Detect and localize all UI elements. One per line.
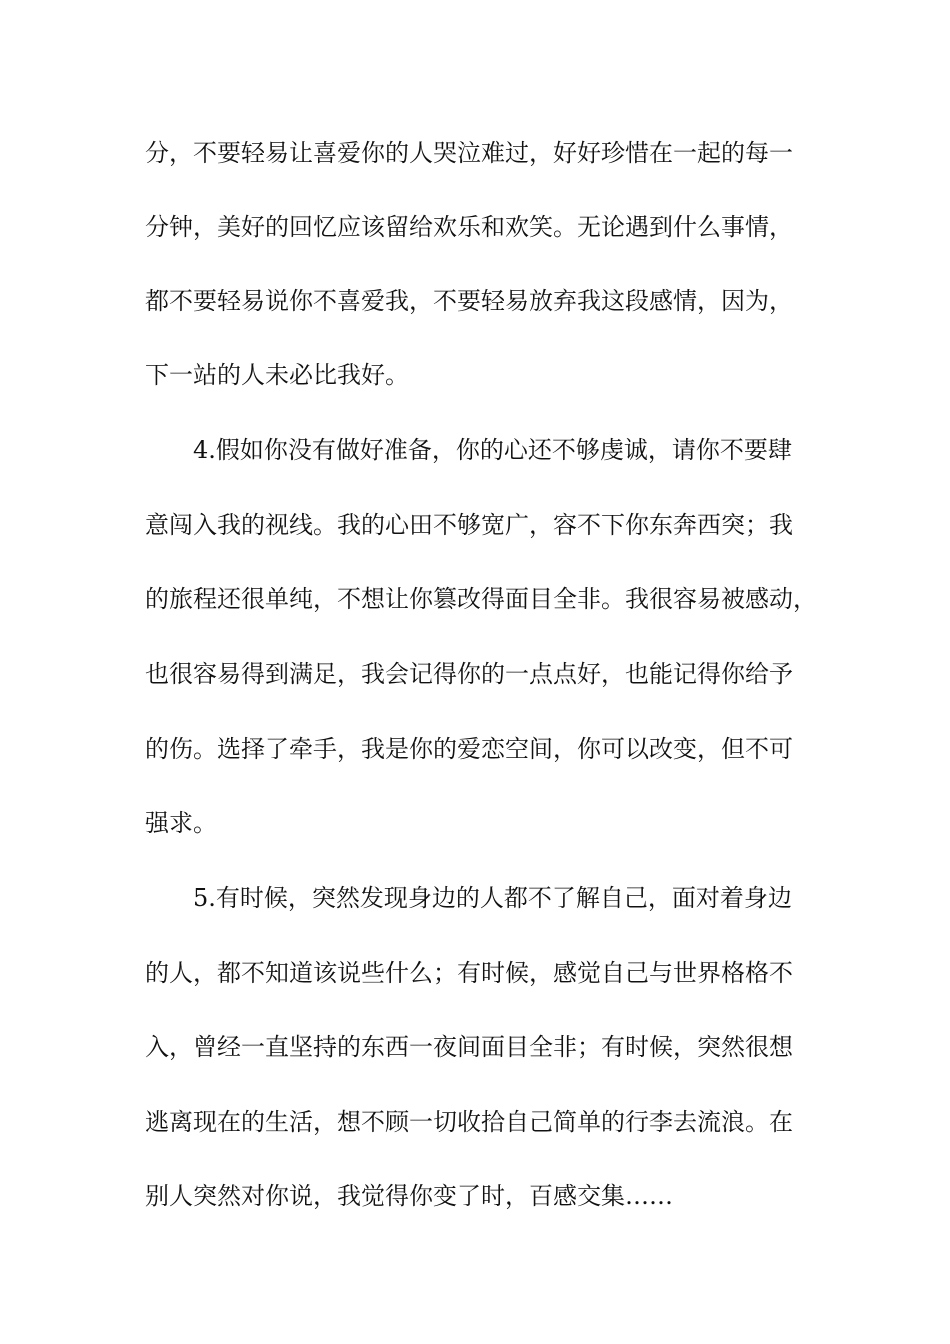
text-line: 下一站的人未必比我好。 <box>145 361 409 389</box>
paragraph-4-start: 4.假如你没有做好准备，你的心还不够虔诚，请你不要肆 <box>193 436 792 464</box>
text-line: 逃离现在的生活，想不顾一切收拾自己简单的行李去流浪。在 <box>145 1108 793 1136</box>
text-line: 别人突然对你说，我觉得你变了时，百感交集…… <box>145 1182 673 1210</box>
text-line: 强求。 <box>145 809 217 837</box>
text-line: 都不要轻易说你不喜爱我，不要轻易放弃我这段感情，因为， <box>145 287 793 315</box>
text-line: 入，曾经一直坚持的东西一夜间面目全非；有时候，突然很想 <box>145 1033 793 1061</box>
text-line: 分钟，美好的回忆应该留给欢乐和欢笑。无论遇到什么事情， <box>145 213 793 241</box>
text-line: 的人，都不知道该说些什么；有时候，感觉自己与世界格格不 <box>145 959 793 987</box>
text-line: 的伤。选择了牵手，我是你的爱恋空间，你可以改变，但不可 <box>145 735 793 763</box>
text-line: 也很容易得到满足，我会记得你的一点点好，也能记得你给予 <box>145 660 793 688</box>
text-line: 的旅程还很单纯，不想让你篡改得面目全非。我很容易被感动， <box>145 585 817 613</box>
text-line: 意闯入我的视线。我的心田不够宽广，容不下你东奔西突；我 <box>145 511 793 539</box>
text-line: 分，不要轻易让喜爱你的人哭泣难过，好好珍惜在一起的每一 <box>145 139 793 167</box>
paragraph-5-start: 5.有时候，突然发现身边的人都不了解自己，面对着身边 <box>193 884 792 912</box>
